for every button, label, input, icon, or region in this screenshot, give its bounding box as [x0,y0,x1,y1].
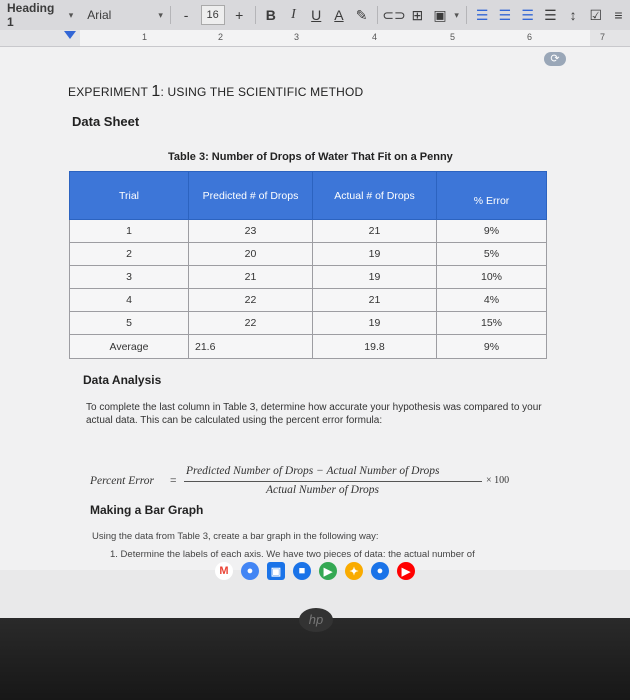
formula-equals: = [170,475,177,487]
table-cell[interactable]: 1 [70,220,189,243]
insert-comment-button[interactable] [409,4,426,26]
ruler-mark: 5 [450,32,456,42]
table-cell[interactable]: 5% [437,243,547,266]
divider [255,6,256,24]
divider [466,6,467,24]
play-store-icon[interactable]: ▶ [319,562,337,580]
paragraph-style-select[interactable] [3,1,63,29]
align-center-button[interactable] [497,4,514,26]
align-right-icon: ☰ [521,6,534,23]
divider [377,6,378,24]
checklist-button[interactable] [587,4,604,26]
ruler-mark: 6 [527,32,533,42]
document-page[interactable] [0,47,630,570]
hp-logo [299,608,333,632]
table-cell[interactable]: 9% [437,335,547,359]
analysis-heading: Data Analysis [83,373,162,387]
chevron-down-icon[interactable]: ▾ [454,9,459,20]
table-row [70,266,547,289]
classroom-icon[interactable]: ▣ [267,562,285,580]
text-color-button[interactable] [331,4,348,26]
list-item: 1. Determine the labels of each axis. We have two pieces of data: the actual number of [110,549,475,560]
align-left-button[interactable] [474,4,491,26]
table-cell[interactable]: 3 [70,266,189,289]
formula-multiplier: × 100 [486,475,510,486]
pinwheel-icon[interactable]: ✦ [345,562,363,580]
column-header[interactable]: Predicted # of Drops [189,172,313,220]
insert-comment-icon: ⊞ [411,6,424,23]
align-center-icon: ☰ [498,6,512,23]
insert-image-button[interactable] [432,4,449,26]
font-size-value: 16 [206,9,219,21]
ruler-mark: 2 [218,32,224,42]
align-left-icon: ☰ [475,6,489,23]
style-select-label: Heading 1 [7,1,55,29]
table-row-average [70,335,547,359]
data-table[interactable] [69,171,547,359]
table-cell[interactable]: 9% [437,220,547,243]
table-cell[interactable]: 4 [70,289,189,312]
table-cell[interactable]: 22 [189,289,313,312]
link-icon: ⊂⊃ [382,6,406,23]
minus-icon: - [183,7,189,23]
logo-text: hp [308,612,324,627]
app-shelf [0,556,630,586]
table-cell[interactable]: 10% [437,266,547,289]
table-cell[interactable]: 21 [313,289,437,312]
table-caption: Table 3: Number of Drops of Water That Fit on a Penny [168,151,453,163]
table-cell[interactable]: 19.8 [313,335,437,359]
table-cell[interactable]: 15% [437,312,547,335]
table-cell[interactable]: 21 [189,266,313,289]
font-size-input[interactable] [201,5,225,25]
table-cell[interactable]: 5 [70,312,189,335]
highlight-button[interactable] [353,4,370,26]
table-cell[interactable]: 19 [313,266,437,289]
gmail-icon[interactable]: M [215,562,233,580]
ruler-mark: 4 [372,32,378,42]
table-row [70,289,547,312]
ruler[interactable] [0,30,630,47]
line-spacing-icon: ↕ [569,7,577,23]
formula-denominator: Actual Number of Drops [266,484,379,496]
section-heading: Data Sheet [72,114,140,129]
files-icon[interactable]: ■ [293,562,311,580]
insert-image-icon: ▣ [433,6,447,23]
bulleted-list-icon: ≡ [614,7,623,23]
justify-icon: ☰ [544,6,557,23]
insert-link-button[interactable] [382,4,406,26]
italic-button[interactable] [285,4,302,26]
edit-mode-icon[interactable]: ⟳ [544,52,566,66]
column-header[interactable]: Actual # of Drops [313,172,437,220]
table-row [70,220,547,243]
underline-icon: U [311,7,322,23]
title-suffix: : USING THE SCIENTIFIC METHOD [160,85,364,99]
ruler-mark: 1 [142,32,148,42]
font-select[interactable] [79,4,152,26]
table-row [70,243,547,266]
table-cell[interactable]: 19 [313,312,437,335]
increase-font-size-button[interactable] [231,4,248,26]
bar-graph-heading: Making a Bar Graph [90,503,204,517]
docs-toolbar [0,0,630,31]
bold-button[interactable] [262,4,279,26]
youtube-icon[interactable]: ▶ [397,562,415,580]
indent-marker[interactable] [64,31,76,39]
title-prefix: EXPERIMENT [68,85,152,99]
formula-numerator: Predicted Number of Drops − Actual Number of Drops [186,465,440,477]
analysis-paragraph: To complete the last column in Table 3, determine how accurate your hypothesis was compared to your actual data. This can be calculated using the percent error formula: [86,402,542,426]
ruler-mark: 7 [600,32,606,42]
fraction-bar [184,481,482,482]
underline-button[interactable] [308,4,325,26]
plus-icon: + [235,7,244,23]
highlighter-icon: ✎ [355,6,368,23]
table-cell[interactable]: Average [70,335,189,359]
justify-button[interactable] [542,4,559,26]
table-cell[interactable]: 20 [189,243,313,266]
checklist-icon: ☑ [589,6,603,23]
line-spacing-button[interactable] [565,4,582,26]
column-header[interactable]: Trial [70,172,189,220]
align-right-button[interactable] [519,4,536,26]
ruler-track [80,30,590,46]
table-cell[interactable]: 23 [189,220,313,243]
chevron-down-icon[interactable]: ▾ [68,9,74,20]
text-color-icon: A [334,7,344,23]
bulleted-list-button[interactable] [610,4,627,26]
bold-icon: B [265,7,276,23]
chevron-down-icon[interactable]: ▾ [158,9,163,20]
ruler-mark: 3 [294,32,300,42]
table-cell[interactable]: 4% [437,289,547,312]
formula-lhs: Percent Error [90,475,154,487]
italic-icon: I [291,7,296,22]
app-icon[interactable]: ● [371,562,389,580]
divider [170,6,171,24]
percent-error-formula [90,465,560,507]
chrome-icon[interactable]: ● [241,562,259,580]
font-select-label: Arial [87,8,112,22]
table-cell[interactable]: 2 [70,243,189,266]
table-header-row [70,172,547,220]
bar-graph-intro: Using the data from Table 3, create a bar graph in the following way: [92,531,379,542]
column-header[interactable]: % Error [437,172,547,220]
page-title [68,83,363,101]
table-cell[interactable]: 22 [189,312,313,335]
table-cell[interactable]: 19 [313,243,437,266]
decrease-font-size-button[interactable] [178,4,195,26]
table-row [70,312,547,335]
table-cell[interactable]: 21 [313,220,437,243]
title-number: 1 [151,83,161,100]
table-cell[interactable]: 21.6 [189,335,313,359]
